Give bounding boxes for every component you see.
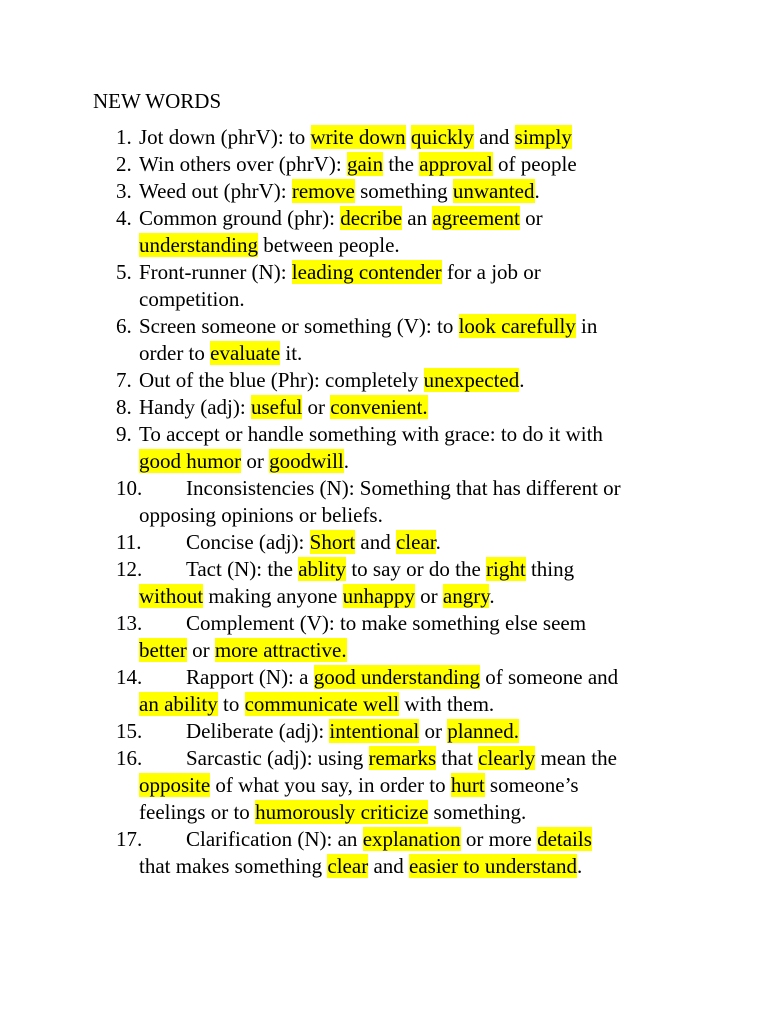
- item-text-line: [139, 124, 768, 151]
- item-text: an: [402, 206, 433, 230]
- highlighted-text: look carefully: [458, 314, 576, 338]
- list-item: [0, 610, 768, 664]
- highlighted-text: an ability: [139, 692, 218, 716]
- item-number: 8.: [116, 395, 132, 419]
- item-text: competition.: [139, 287, 245, 311]
- item-text-line: [139, 259, 768, 286]
- list-item: [0, 367, 768, 394]
- item-number: 13.: [116, 611, 143, 635]
- item-number: 14.: [116, 665, 143, 689]
- item-text-line: [139, 178, 768, 205]
- item-text: Front-runner (N):: [139, 260, 292, 284]
- item-text: Deliberate (adj):: [186, 719, 330, 743]
- item-number: 17.: [116, 827, 143, 851]
- highlighted-text: intentional: [329, 719, 420, 743]
- highlighted-text: opposite: [139, 773, 211, 797]
- item-text: or: [519, 206, 543, 230]
- highlighted-text: good understanding: [313, 665, 480, 689]
- item-number: 1.: [116, 125, 132, 149]
- highlighted-text: quickly: [410, 125, 474, 149]
- list-item: [0, 394, 768, 421]
- item-text-line: [139, 556, 768, 583]
- list-item: [0, 745, 768, 826]
- item-text: Win others over (phrV):: [139, 152, 347, 176]
- item-text: thing: [525, 557, 575, 581]
- item-text-line: [139, 718, 768, 745]
- highlighted-text: useful: [250, 395, 303, 419]
- item-text-line: [139, 583, 768, 610]
- highlighted-text: without: [139, 584, 204, 608]
- item-text: of what you say, in order to: [210, 773, 451, 797]
- item-text-line: [139, 232, 768, 259]
- highlighted-text: approval: [419, 152, 493, 176]
- item-text: something: [354, 179, 453, 203]
- highlighted-text: more attractive.: [214, 638, 347, 662]
- item-text: or: [414, 584, 443, 608]
- item-text: Tact (N): the: [186, 557, 299, 581]
- highlighted-text: angry: [442, 584, 490, 608]
- list-item: [0, 826, 768, 880]
- highlighted-text: easier to understand: [409, 854, 577, 878]
- item-text: that makes something: [139, 854, 328, 878]
- item-text: and: [368, 854, 410, 878]
- list-item: [0, 313, 768, 367]
- highlighted-text: Short: [309, 530, 356, 554]
- item-text: Concise (adj):: [186, 530, 310, 554]
- list-item: [0, 664, 768, 718]
- highlighted-text: agreement: [432, 206, 520, 230]
- highlighted-text: clear: [395, 530, 436, 554]
- highlighted-text: humorously criticize: [255, 800, 429, 824]
- item-number: 5.: [116, 260, 132, 284]
- highlighted-text: good humor: [139, 449, 242, 473]
- item-number: 15.: [116, 719, 143, 743]
- highlighted-text: planned.: [447, 719, 519, 743]
- item-text-line: [139, 691, 768, 718]
- item-text: feelings or to: [139, 800, 256, 824]
- highlighted-text: hurt: [450, 773, 485, 797]
- item-text: or: [186, 638, 215, 662]
- item-text: .: [519, 368, 525, 392]
- highlighted-text: unexpected: [423, 368, 520, 392]
- highlighted-text: remove: [291, 179, 355, 203]
- list-item: [0, 475, 768, 529]
- item-text: or: [302, 395, 331, 419]
- item-text: it.: [280, 341, 303, 365]
- document-title: NEW WORDS: [93, 89, 222, 113]
- item-text-line: [139, 826, 768, 853]
- list-item: [0, 151, 768, 178]
- item-text: and: [473, 125, 515, 149]
- item-text: order to: [139, 341, 211, 365]
- item-text: for a job or: [441, 260, 541, 284]
- item-text: of someone and: [479, 665, 619, 689]
- highlighted-text: evaluate: [210, 341, 281, 365]
- highlighted-text: clear: [327, 854, 369, 878]
- item-text-line: [139, 367, 768, 394]
- item-text-line: [139, 475, 768, 502]
- item-text-line: [139, 610, 768, 637]
- highlighted-text: better: [139, 638, 187, 662]
- item-text: or: [419, 719, 448, 743]
- item-number: 16.: [116, 746, 143, 770]
- item-text: to: [217, 692, 245, 716]
- item-text-line: [139, 664, 768, 691]
- highlighted-text: unhappy: [342, 584, 415, 608]
- list-item: [0, 124, 768, 151]
- item-text: something.: [428, 800, 527, 824]
- item-text: Screen someone or something (V): to: [139, 314, 459, 338]
- item-text: Common ground (phr):: [139, 206, 341, 230]
- vocabulary-list: [0, 124, 768, 880]
- highlighted-text: decribe: [340, 206, 403, 230]
- item-text-line: [139, 799, 768, 826]
- item-text-line: [139, 529, 768, 556]
- item-number: 10.: [116, 476, 143, 500]
- item-text: Weed out (phrV):: [139, 179, 292, 203]
- item-text: between people.: [257, 233, 400, 257]
- highlighted-text: right: [486, 557, 526, 581]
- highlighted-text: unwanted: [452, 179, 535, 203]
- item-text: To accept or handle something with grace: to do it with: [139, 422, 603, 446]
- highlighted-text: ablity: [298, 557, 347, 581]
- highlighted-text: gain: [346, 152, 384, 176]
- item-text: making anyone: [203, 584, 343, 608]
- highlighted-text: clearly: [478, 746, 536, 770]
- item-text-line: [139, 772, 768, 799]
- item-text: and: [355, 530, 396, 554]
- item-text-line: [139, 151, 768, 178]
- highlighted-text: goodwill: [269, 449, 344, 473]
- item-text-line: [139, 502, 768, 529]
- item-number: 4.: [116, 206, 132, 230]
- item-text: or: [241, 449, 270, 473]
- item-text-line: [139, 448, 768, 475]
- item-text: .: [534, 179, 540, 203]
- item-text-line: [139, 340, 768, 367]
- item-text: .: [435, 530, 441, 554]
- item-text: .: [576, 854, 583, 878]
- highlighted-text: simply: [514, 125, 572, 149]
- highlighted-text: convenient.: [330, 395, 428, 419]
- item-text: in: [575, 314, 598, 338]
- list-item: [0, 718, 768, 745]
- item-text-line: [139, 205, 768, 232]
- item-number: 3.: [116, 179, 132, 203]
- item-number: 11.: [116, 530, 142, 554]
- item-text: someone’s: [484, 773, 579, 797]
- item-number: 6.: [116, 314, 132, 338]
- highlighted-text: remarks: [368, 746, 437, 770]
- item-text: opposing opinions or beliefs.: [139, 503, 383, 527]
- item-text-line: [139, 745, 768, 772]
- item-text: .: [343, 449, 349, 473]
- highlighted-text: write down: [310, 125, 406, 149]
- list-item: [0, 556, 768, 610]
- item-text: Out of the blue (Phr): completely: [139, 368, 424, 392]
- item-text: Jot down (phrV): to: [139, 125, 311, 149]
- list-item: [0, 421, 768, 475]
- item-text: Clarification (N): an: [186, 827, 363, 851]
- item-text: Sarcastic (adj): using: [186, 746, 369, 770]
- item-number: 2.: [116, 152, 132, 176]
- list-item: [0, 205, 768, 259]
- item-text: Handy (adj):: [139, 395, 251, 419]
- item-text-line: [139, 637, 768, 664]
- item-text: that: [436, 746, 479, 770]
- item-text: Inconsistencies (N): Something that has different or: [186, 476, 621, 500]
- list-item: [0, 259, 768, 313]
- item-text: mean the: [535, 746, 617, 770]
- item-text: Complement (V): to make something else seem: [186, 611, 587, 635]
- item-text-line: [139, 286, 768, 313]
- item-text: .: [489, 584, 495, 608]
- item-number: 12.: [116, 557, 143, 581]
- item-text-line: [139, 421, 768, 448]
- item-text: to say or do the: [346, 557, 487, 581]
- item-text: Rapport (N): a: [186, 665, 314, 689]
- list-item: [0, 178, 768, 205]
- item-text-line: [139, 394, 768, 421]
- highlighted-text: details: [537, 827, 592, 851]
- item-number: 9.: [116, 422, 132, 446]
- item-text: of people: [492, 152, 577, 176]
- highlighted-text: leading contender: [291, 260, 442, 284]
- item-text-line: [139, 313, 768, 340]
- item-text: with them.: [399, 692, 495, 716]
- item-text: or more: [460, 827, 538, 851]
- item-text-line: [139, 853, 768, 880]
- highlighted-text: explanation: [362, 827, 461, 851]
- item-number: 7.: [116, 368, 132, 392]
- highlighted-text: understanding: [139, 233, 258, 257]
- list-item: [0, 529, 768, 556]
- item-text: the: [383, 152, 420, 176]
- highlighted-text: communicate well: [244, 692, 400, 716]
